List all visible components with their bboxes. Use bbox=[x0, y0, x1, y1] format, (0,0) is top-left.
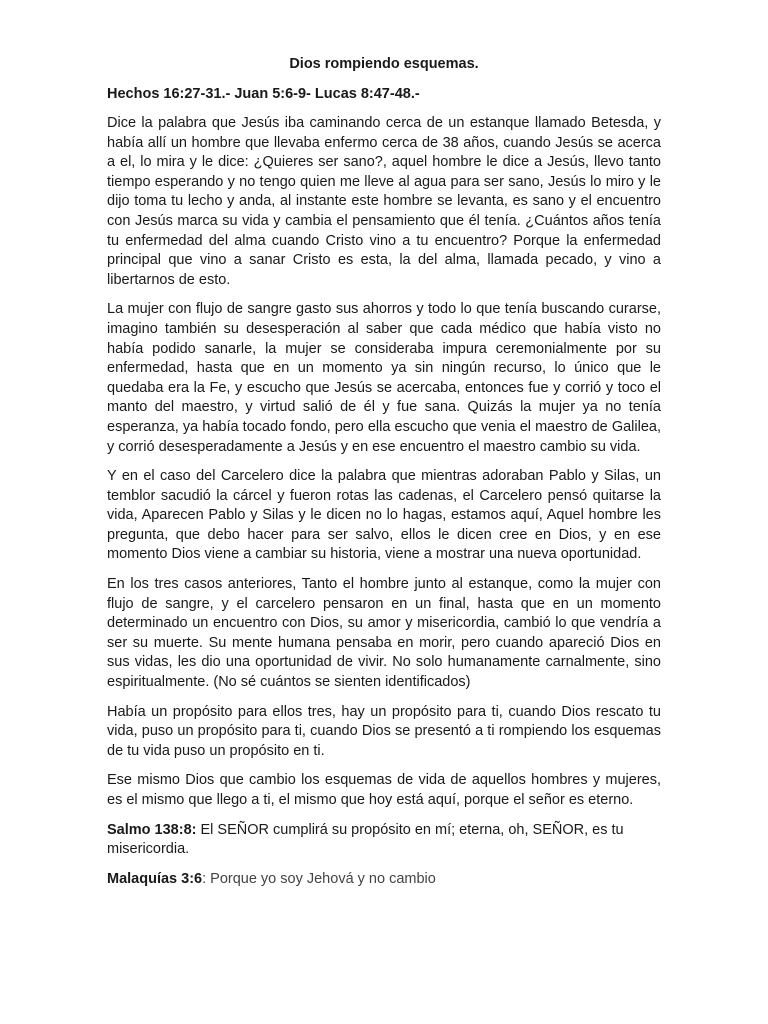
verse-text: El SEÑOR cumplirá su propósito en mí; eterna, oh, SEÑOR, es tu misericordia. bbox=[107, 821, 624, 858]
verse-reference: Malaquías 3:6 bbox=[107, 870, 203, 887]
verse-text: : Porque yo soy Jehová y no cambio bbox=[202, 870, 436, 887]
document-page bbox=[107, 54, 661, 899]
paragraph-betesda: Dice la palabra que Jesús iba caminando cerca de un estanque llamado Betesda, y había allí un hombre que llevaba enfermo cerca de 38 años, cuando Jesús se acerca a el, lo mira y le dice: ¿Quieres ser sano?, aquel hombre le dice a Jesús, llevo tanto tiempo esperando y no tengo quien me lleve al agua para ser sano, Jesús lo miro y le dijo toma tu lecho y anda, al instante este hombre se levanta, es sano y el encuentro con Jesús marca su vida y cambia el pensamiento que él tenía. ¿Cuántos años tenía tu enfermedad del alma cuando Cristo vino a tu encuentro? Porque la enfermedad principal que vino a sanar Cristo es esta, la del alma, llamada pecado, y vino a libertarnos de esto. bbox=[107, 115, 661, 288]
scripture-references: Hechos 16:27-31.- Juan 5:6-9- Lucas 8:47-48.- bbox=[107, 86, 420, 102]
verse-salmo bbox=[107, 821, 661, 860]
verse-reference: Salmo 138:8: bbox=[107, 821, 197, 838]
paragraph-carcelero: Y en el caso del Carcelero dice la palabra que mientras adoraban Pablo y Silas, un temblor sacudió la cárcel y fueron rotas las cadenas, el Carcelero pensó quitarse la vida, Aparecen Pablo y Silas y le dicen no lo hagas, estamos aquí, Aquel hombre les pregunta, que debo hacer para ser salvo, ellos le dicen cree en Dios, y en ese momento Dios viene a cambiar su historia, viene a mostrar una nueva oportunidad. bbox=[107, 468, 661, 563]
paragraph-flujo-de-sangre: La mujer con flujo de sangre gasto sus ahorros y todo lo que tenía buscando curarse, imagino también su desesperación al saber que cada médico que había visto no había podido sanarle, la mujer se consideraba impura ceremonialmente por su enfermedad, hasta que en un momento ya sin ningún recurso, lo único que le quedaba era la Fe, y escucho que Jesús se acercaba, entonces fue y corrió y toco el manto del maestro, y virtud salió de él y fue sana. Quizás la mujer ya no tenía esperanza, ya había tocado fondo, pero ella escucho que venia el maestro de Galilea, y corrió desesperadamente a Jesús y en ese encuentro el maestro cambio su vida. bbox=[107, 301, 661, 455]
paragraph-mismo-dios: Ese mismo Dios que cambio los esquemas de vida de aquellos hombres y mujeres, es el mismo que llego a ti, el mismo que hoy está aquí, porque el señor es eterno. bbox=[107, 772, 661, 808]
paragraph-tres-casos: En los tres casos anteriores, Tanto el hombre junto al estanque, como la mujer con flujo de sangre, y el carcelero pensaron en un final, hasta que en un momento determinado un encuentro con Dios, su amor y misericordia, cambió lo que vendría a ser su muerte. Su mente humana pensaba en morir, pero cuando apareció Dios en sus vidas, les dio una oportunidad de vivir. No solo humanamente carnalmente, sino espiritualmente. (No sé cuántos se sienten identificados) bbox=[107, 576, 661, 691]
paragraph-proposito: Había un propósito para ellos tres, hay un propósito para ti, cuando Dios rescato tu vida, puso un propósito para ti, cuando Dios se presentó a ti rompiendo los esquemas de tu vida puso un propósito en ti. bbox=[107, 703, 661, 759]
verse-malaquias bbox=[107, 870, 661, 890]
document-title: Dios rompiendo esquemas. bbox=[289, 56, 479, 72]
